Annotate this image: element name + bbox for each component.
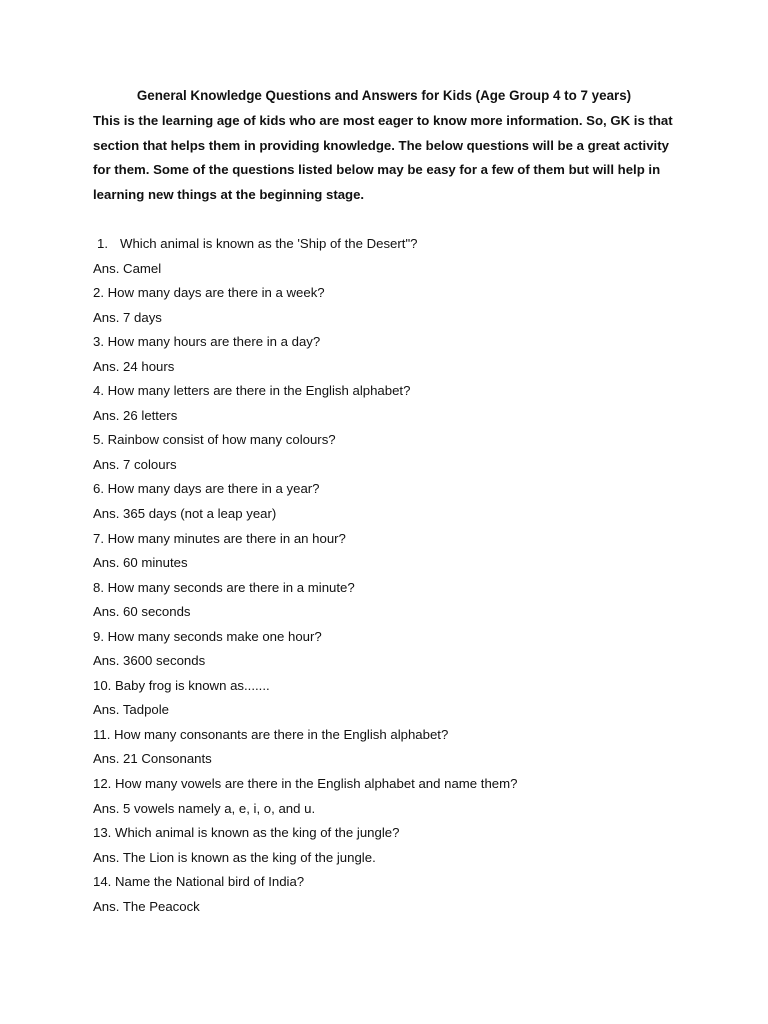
question-text: Which animal is known as the 'Ship of the Desert"? [120, 236, 418, 251]
question-line: 2. How many days are there in a week? [93, 285, 325, 301]
answer-line: Ans. 3600 seconds [93, 653, 206, 669]
answer-line: Ans. 7 colours [93, 456, 177, 472]
answer-line: Ans. The Lion is known as the king of the jungle. [93, 849, 376, 865]
question-line: 9. How many seconds make one hour? [93, 628, 322, 644]
answer-line: Ans. 365 days (not a leap year) [93, 506, 277, 522]
answer-line: Ans. 5 vowels namely a, e, i, o, and u. [93, 800, 316, 816]
list-number: 1. [97, 236, 108, 251]
answer-line: Ans. 26 letters [93, 407, 178, 423]
answer-line: Ans. The Peacock [93, 898, 200, 914]
qa-list [93, 232, 693, 919]
intro-paragraph: This is the learning age of kids who are most eager to know more information. So, GK is that section that helps them in providing knowledge. The below questions will be a great activity for them. Some of the questions listed below may be easy for a few of them but will help in learning new things at the beginning stage. [93, 113, 673, 202]
answer-line: Ans. 24 hours [93, 358, 175, 374]
question-line: 3. How many hours are there in a day? [93, 334, 321, 350]
question-line: 14. Name the National bird of India? [93, 874, 305, 890]
question-line [93, 232, 693, 257]
question-line: 12. How many vowels are there in the English alphabet and name them? [93, 776, 518, 792]
document-title: General Knowledge Questions and Answers for Kids (Age Group 4 to 7 years) [136, 88, 632, 103]
question-line: 7. How many minutes are there in an hour? [93, 530, 346, 546]
answer-line: Ans. Tadpole [93, 702, 170, 718]
answer-line: Ans. 7 days [93, 309, 162, 325]
answer-line: Ans. 60 minutes [93, 555, 188, 571]
question-line: 5. Rainbow consist of how many colours? [93, 432, 336, 448]
question-line: 8. How many seconds are there in a minute? [93, 579, 355, 595]
question-line: 6. How many days are there in a year? [93, 481, 320, 497]
answer-line: Ans. 21 Consonants [93, 751, 212, 767]
question-line: 10. Baby frog is known as....... [93, 677, 270, 693]
answer-line: Ans. 60 seconds [93, 604, 191, 620]
question-line: 13. Which animal is known as the king of the jungle? [93, 825, 400, 841]
answer-line: Ans. Camel [93, 260, 162, 276]
question-line: 4. How many letters are there in the English alphabet? [93, 383, 411, 399]
question-line: 11. How many consonants are there in the English alphabet? [93, 726, 449, 742]
